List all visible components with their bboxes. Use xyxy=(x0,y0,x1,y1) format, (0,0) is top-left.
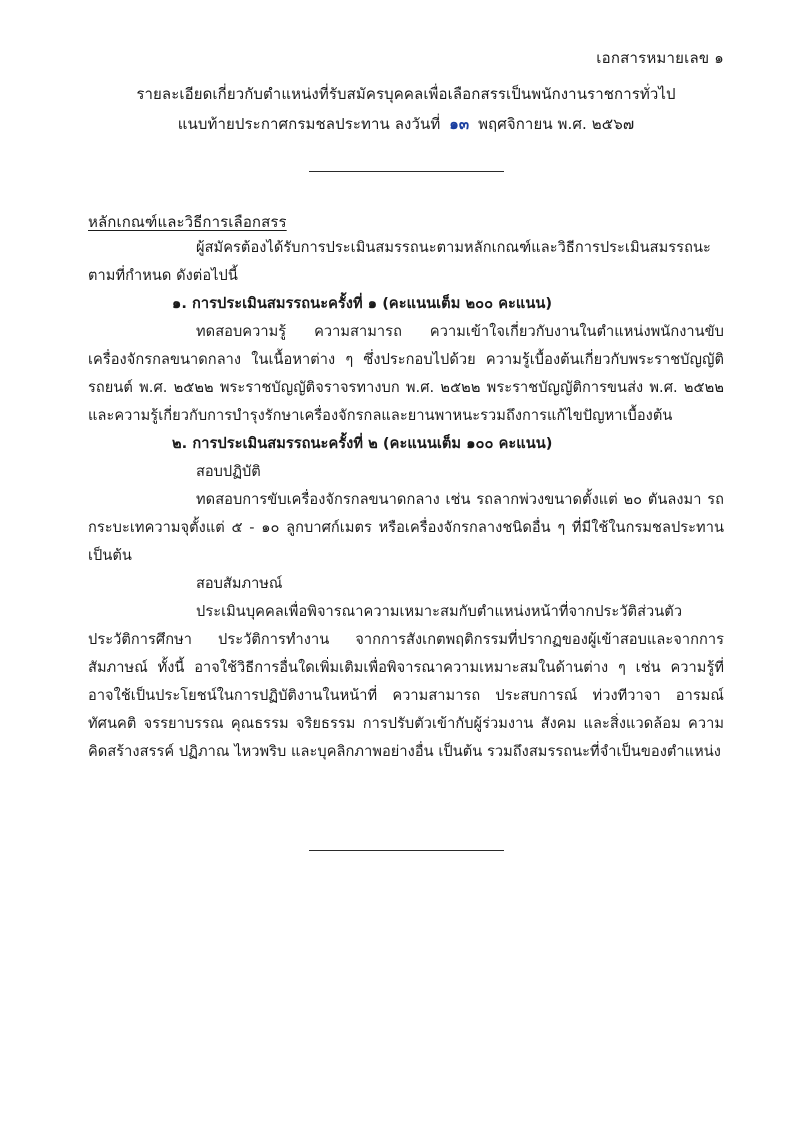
document-title-block xyxy=(88,80,724,139)
divider-line-bottom xyxy=(309,850,504,851)
divider-line xyxy=(309,171,504,172)
section-heading: หลักเกณฑ์และวิธีการเลือกสรร xyxy=(88,212,287,231)
item-2-sub-1-heading: สอบปฏิบัติ xyxy=(196,462,261,480)
bottom-divider xyxy=(88,836,724,855)
document-title-line-2 xyxy=(88,109,724,139)
document-title-line-1: รายละเอียดเกี่ยวกับตำแหน่งที่รับสมัครบุคคลเพื่อเลือกสรรเป็นพนักงานราชการทั่วไป xyxy=(136,85,676,103)
title-date-number: ๑๓ xyxy=(449,114,470,133)
item-2-sub-2-heading: สอบสัมภาษณ์ xyxy=(196,574,283,592)
item-2-sub-1-body: ทดสอบการขับเครื่องจักรกลขนาดกลาง เช่น รถลากพ่วงขนาดตั้งแต่ ๒๐ ตันลงมา รถกระบะเทความจุตั้งแต่ ๕ - ๑๐ ลูกบาศก์เมตร หรือเครื่องจักรกลางชนิดอื่น ๆ ที่มีใช้ในกรมชลประทาน เป็นต้น xyxy=(88,490,724,564)
item-2-sub-2-body: ประเมินบุคคลเพื่อพิจารณาความเหมาะสมกับตำแหน่งหน้าที่จากประวัติส่วนตัว ประวัติการศึกษา ประวัติการทำงาน จากการสังเกตพฤติกรรมที่ปรากฏของผู้เข้าสอบและจากการสัมภาษณ์ ทั้งนี้ อาจใช้วิธีการอื่นใดเพิ่มเติมเพื่อพิจารณาความเหมาะสมในด้านต่าง ๆ เช่น ความรู้ที่อาจใช้เป็นประโยชน์ในการปฏิบัติงานในหน้าที่ ความสามารถ ประสบการณ์ ท่วงทีวาจา อารมณ์ ทัศนคติ จรรยาบรรณ คุณธรรม จริยธรรม การปรับตัวเข้ากับผู้ร่วมงาน สังคม และสิ่งแวดล้อม ความคิดสร้างสรรค์ ปฏิภาณ ไหวพริบ และบุคลิกภาพอย่างอื่น เป็นต้น รวมถึงสมรรถนะที่จำเป็นของตำแหน่ง xyxy=(88,602,724,760)
document-number-label: เอกสารหมายเลข ๑ xyxy=(596,49,724,67)
document-content xyxy=(88,46,724,855)
item-2-heading: ๒. การประเมินสมรรถนะครั้งที่ ๒ (คะแนนเต็ม ๑๐๐ คะแนน) xyxy=(172,434,553,452)
item-1-heading: ๑. การประเมินสมรรถนะครั้งที่ ๑ (คะแนนเต็ม ๒๐๐ คะแนน) xyxy=(172,294,553,312)
title-suffix: พฤศจิกายน พ.ศ. ๒๕๖๗ xyxy=(478,114,635,133)
top-divider xyxy=(88,157,724,176)
title-prefix: แนบท้ายประกาศกรมชลประทาน ลงวันที่ xyxy=(177,114,441,133)
item-1-body: ทดสอบความรู้ ความสามารถ ความเข้าใจเกี่ยวกับงานในตำแหน่งพนักงานขับเครื่องจักรกลขนาดกลาง ในเนื้อหาต่าง ๆ ซึ่งประกอบไปด้วย ความรู้เบื้องต้นเกี่ยวกับพระราชบัญญัติรถยนต์ พ.ศ. ๒๕๒๒ พระราชบัญญัติจราจรทางบก พ.ศ. ๒๕๒๒ พระราชบัญญัติการขนส่ง พ.ศ. ๒๕๒๒ และความรู้เกี่ยวกับการบำรุงรักษาเครื่องจักรกลและยานพาหนะรวมถึงการแก้ไขปัญหาเบื้องต้น xyxy=(88,322,724,424)
intro-paragraph: ผู้สมัครต้องได้รับการประเมินสมรรถนะตามหลักเกณฑ์และวิธีการประเมินสมรรถนะตามที่กำหนด ดังต่อไปนี้ xyxy=(88,238,711,284)
